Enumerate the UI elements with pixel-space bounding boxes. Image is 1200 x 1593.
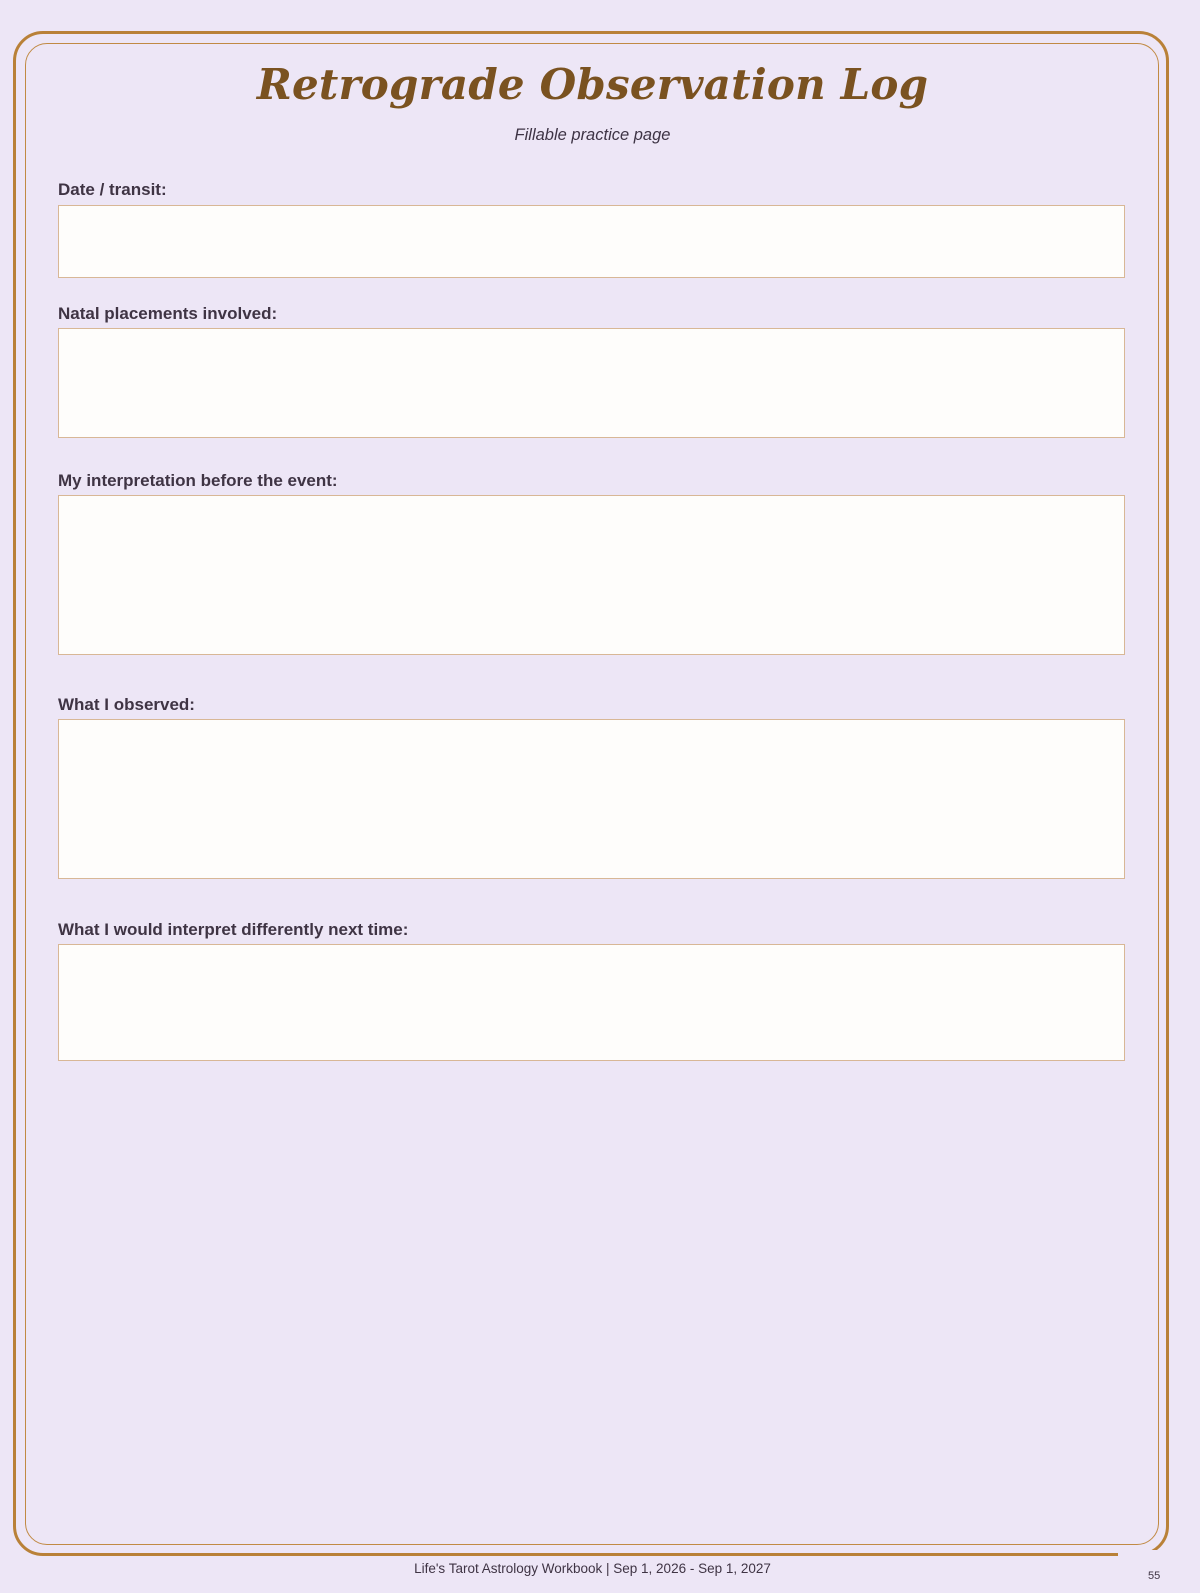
interpretation-before-field[interactable] — [58, 495, 1125, 655]
date-transit-field[interactable] — [58, 205, 1125, 278]
outer-border-gap — [1118, 1550, 1174, 1560]
natal-placements-label: Natal placements involved: — [58, 304, 278, 323]
interpret-differently-field[interactable] — [58, 944, 1125, 1061]
interpretation-before-label: My interpretation before the event: — [58, 471, 338, 490]
date-transit-label: Date / transit: — [58, 180, 167, 199]
natal-placements-field[interactable] — [58, 328, 1125, 438]
interpret-differently-label: What I would interpret differently next time: — [58, 920, 409, 939]
page-footer: Life's Tarot Astrology Workbook | Sep 1, 2026 - Sep 1, 2027 — [414, 1561, 771, 1576]
page-number: 55 — [1148, 1570, 1161, 1582]
page-title: Retrograde Observation Log — [256, 60, 929, 109]
page-subtitle: Fillable practice page — [514, 126, 671, 144]
what-observed-field[interactable] — [58, 719, 1125, 879]
what-observed-label: What I observed: — [58, 695, 195, 714]
